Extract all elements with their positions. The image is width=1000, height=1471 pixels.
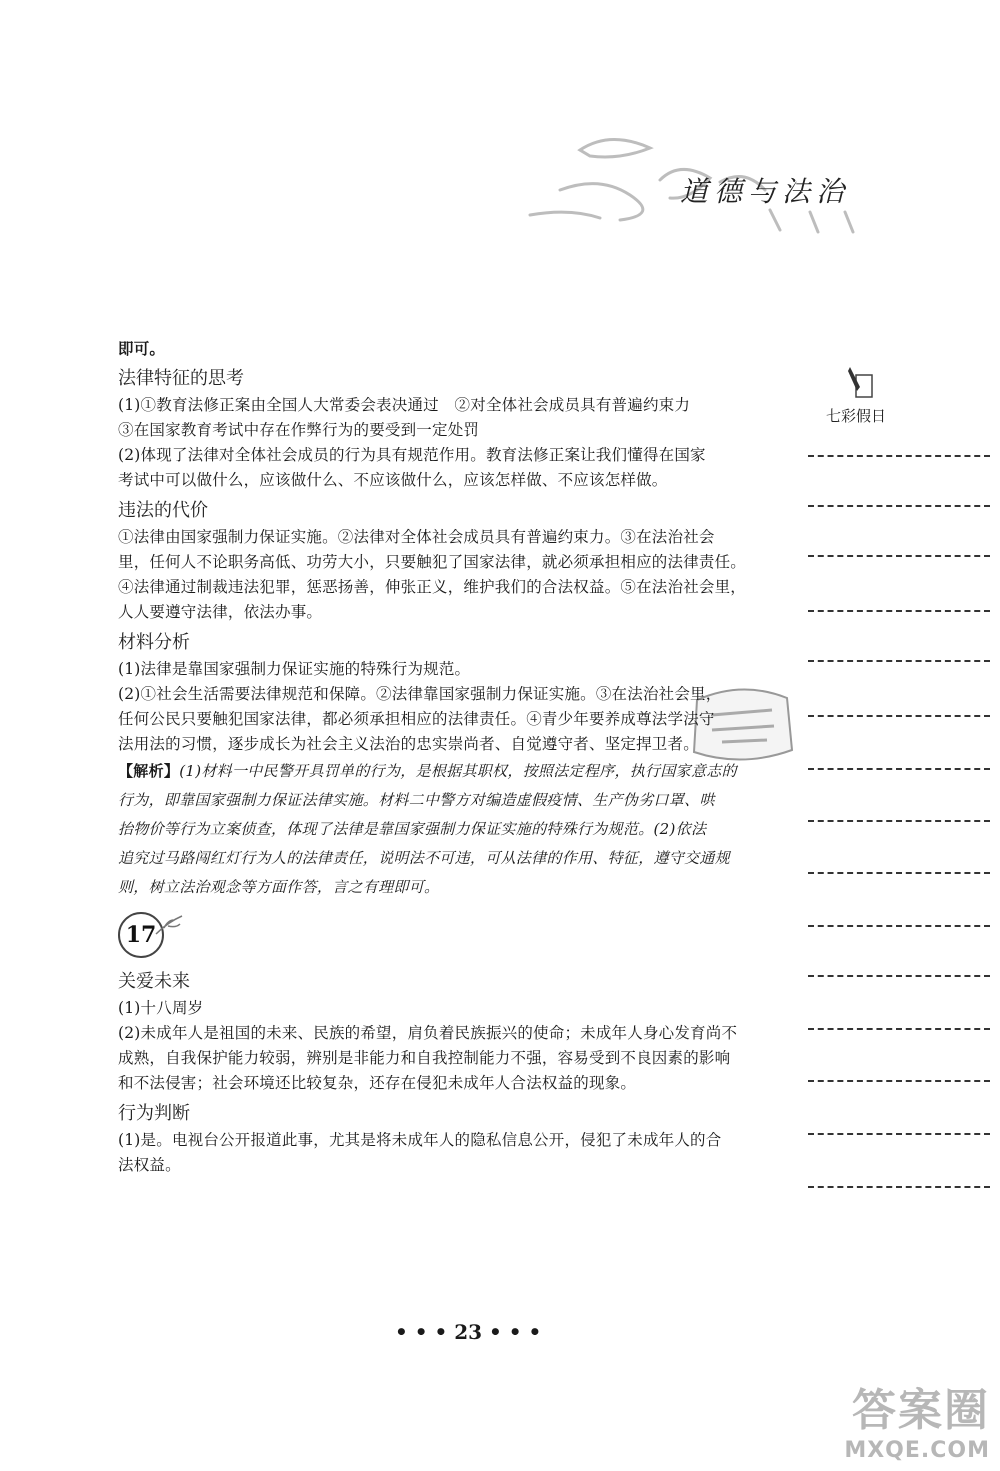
note-line [808, 555, 990, 557]
text-line: 考试中可以做什么，应该做什么、不应该做什么，应该怎样做、不应该怎样做。 [118, 471, 668, 489]
text-line: (2)体现了法律对全体社会成员的行为具有规范作用。教育法修正案让我们懂得在国家 [118, 446, 706, 464]
analysis-line: 则，树立法治观念等方面作答，言之有理即可。 [118, 878, 440, 896]
analysis-line: 抬物价等行为立案侦查，体现了法律是靠国家强制力保证实施的特殊行为规范。(2)依法 [118, 820, 707, 838]
note-line [808, 820, 990, 822]
watermark [844, 1374, 990, 1463]
section-title-behavior-judgment: 行为判断 [118, 1103, 190, 1124]
text-line: 法用法的习惯，逐步成长为社会主义法治的忠实崇尚者、自觉遵守者、坚定捍卫者。 [118, 735, 699, 753]
analysis-label: 【解析】 [118, 762, 180, 780]
page-number: • • • 23 • • • [395, 1320, 542, 1344]
note-line [808, 975, 990, 977]
intro-text: 即可。 [118, 339, 166, 358]
text-line: 里，任何人不论职务高低、功劳大小，只要触犯了国家法律，就必须承担相应的法律责任。 [118, 553, 747, 571]
sidebar-label: 七彩假日 [826, 407, 887, 425]
note-line [808, 610, 990, 612]
lesson-number: 17 [118, 912, 164, 958]
text-line: ④法律通过制裁违法犯罪，惩恶扬善，伸张正义，维护我们的合法权益。⑤在法治社会里， [118, 578, 747, 596]
text-line: ③在国家教育考试中存在作弊行为的要受到一定处罚 [118, 421, 480, 439]
text-line: (2)①社会生活需要法律规范和保障。②法律靠国家强制力保证实施。③在法治社会里， [118, 685, 722, 703]
watermark-url: MXQE.COM [844, 1438, 990, 1463]
text-line: (1)①教育法修正案由全国人大常委会表决通过 ②对全体社会成员具有普遍约束力 [118, 396, 691, 414]
analysis-line: 追究过马路闯红灯行为人的法律责任，说明法不可违，可从法律的作用、特征，遵守交通规 [118, 849, 731, 867]
section-title-care-future: 关爱未来 [118, 971, 190, 992]
note-line [808, 925, 990, 927]
analysis-line [118, 757, 758, 786]
section-title-cost-of-violation: 违法的代价 [118, 500, 208, 521]
lesson-number-badge [118, 912, 178, 960]
note-line [808, 1080, 990, 1082]
note-line [808, 768, 990, 770]
text-line: (1)十八周岁 [118, 999, 204, 1017]
note-line [808, 1133, 990, 1135]
pen-icon [846, 365, 876, 405]
analysis-block [118, 757, 758, 902]
watermark-logo-text: 答案圈 [852, 1385, 990, 1436]
analysis-text: (1)材料一中民警开具罚单的行为，是根据其职权，按照法定程序，执行国家意志的 [179, 762, 737, 780]
sprig-icon [154, 912, 184, 942]
text-line: 和不法侵害；社会环境还比较复杂，还存在侵犯未成年人合法权益的现象。 [118, 1074, 637, 1092]
main-content [118, 336, 758, 1178]
text-line: 成熟，自我保护能力较弱，辨别是非能力和自我控制能力不强，容易受到不良因素的影响 [118, 1049, 731, 1067]
note-line [808, 660, 990, 662]
note-line [808, 872, 990, 874]
text-line: 人人要遵守法律，依法办事。 [118, 603, 323, 621]
text-line: ①法律由国家强制力保证实施。②法律对全体社会成员具有普遍约束力。③在法治社会 [118, 528, 715, 546]
text-line: 法权益。 [118, 1156, 181, 1174]
note-line [808, 1186, 990, 1188]
section-title-material-analysis: 材料分析 [118, 632, 190, 653]
text-line: (1)是。电视台公开报道此事，尤其是将未成年人的隐私信息公开，侵犯了未成年人的合 [118, 1131, 722, 1149]
note-line [808, 455, 990, 457]
subject-title: 道德与法治 [680, 175, 851, 208]
text-line: (2)未成年人是祖国的未来、民族的希望，肩负着民族振兴的使命；未成年人身心发育尚不 [118, 1024, 738, 1042]
text-line: (1)法律是靠国家强制力保证实施的特殊行为规范。 [118, 660, 471, 678]
section-title-legal-features: 法律特征的思考 [118, 368, 244, 389]
analysis-line: 行为，即靠国家强制力保证法律实施。材料二中警方对编造虚假疫情、生产伪劣口罩、哄 [118, 791, 715, 809]
note-line [808, 715, 990, 717]
text-line: 任何公民只要触犯国家法律，都必须承担相应的法律责任。④青少年要养成尊法学法守 [118, 710, 715, 728]
note-line [808, 505, 990, 507]
note-line [808, 1028, 990, 1030]
